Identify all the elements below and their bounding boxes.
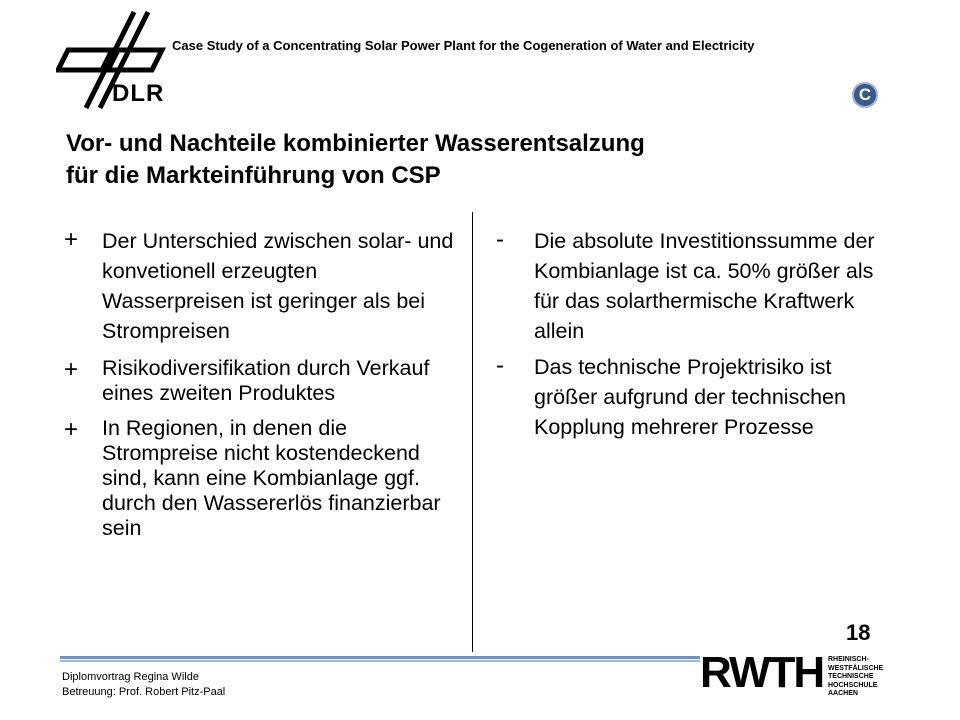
- advantage-item: [64, 356, 460, 406]
- rwth-logo-word: RWTH: [700, 648, 824, 697]
- advantage-text: In Regionen, in denen die Strompreise nicht kostendeckend sind, kann eine Kombianlage ggf. durch den Wassererlös finanzierbar sein: [102, 416, 441, 540]
- plus-bullet: +: [64, 226, 79, 253]
- advantage-text: Risikodiversifikation durch Verkauf eines zweiten Produktes: [102, 356, 430, 405]
- slide-title-line1: Vor- und Nachteile kombinierter Wasserentsalzung: [66, 130, 645, 157]
- disadvantage-text: Das technische Projektrisiko ist größer aufgrund der technischen Kopplung mehrerer Prozesse: [534, 355, 846, 439]
- plus-bullet: +: [64, 416, 79, 443]
- advantage-item: [64, 416, 460, 541]
- footer-rule: [60, 656, 700, 664]
- disadvantage-text: Die absolute Investitionssumme der Kombianlage ist ca. 50% größer als für das solarthermische Kraftwerk allein: [534, 229, 875, 343]
- plus-bullet: +: [64, 356, 79, 383]
- advantage-item: [64, 226, 460, 346]
- disadvantages-list: [496, 226, 886, 448]
- rwth-sub-line: RHEINISCH-: [828, 656, 869, 663]
- rwth-logo: [700, 648, 910, 697]
- disadvantage-item: [496, 352, 886, 442]
- disadvantage-item: [496, 226, 886, 346]
- rwth-sub-line: WESTFÄLISCHE: [828, 664, 884, 672]
- advantage-text: Der Unterschied zwischen solar- und konvetionell erzeugten Wasserpreisen ist geringer als bei Strompreisen: [102, 229, 454, 343]
- footer-credits: [62, 670, 225, 700]
- rwth-sub-line: AACHEN: [828, 690, 858, 697]
- slide-title: [66, 128, 886, 192]
- minus-bullet: -: [496, 352, 504, 379]
- rwth-logo-subtitle: [828, 656, 883, 699]
- column-divider: [472, 212, 473, 652]
- slide-title-line2: für die Markteinführung von CSP: [66, 162, 441, 189]
- minus-bullet: -: [496, 226, 504, 253]
- rwth-sub-line: HOCHSCHULE: [828, 681, 878, 689]
- footer-line1: Diplomvortrag Regina Wilde: [62, 671, 199, 683]
- advantages-list: [64, 226, 460, 551]
- header-title: Case Study of a Concentrating Solar Power Plant for the Cogeneration of Water and Electricity: [172, 38, 755, 53]
- c-badge-icon: C: [852, 82, 878, 108]
- footer-line2: Betreuung: Prof. Robert Pitz-Paal: [62, 686, 226, 698]
- dlr-logo-text: DLR: [112, 80, 165, 107]
- rwth-sub-line: TECHNISCHE: [828, 673, 874, 680]
- page-number: 18: [846, 620, 871, 645]
